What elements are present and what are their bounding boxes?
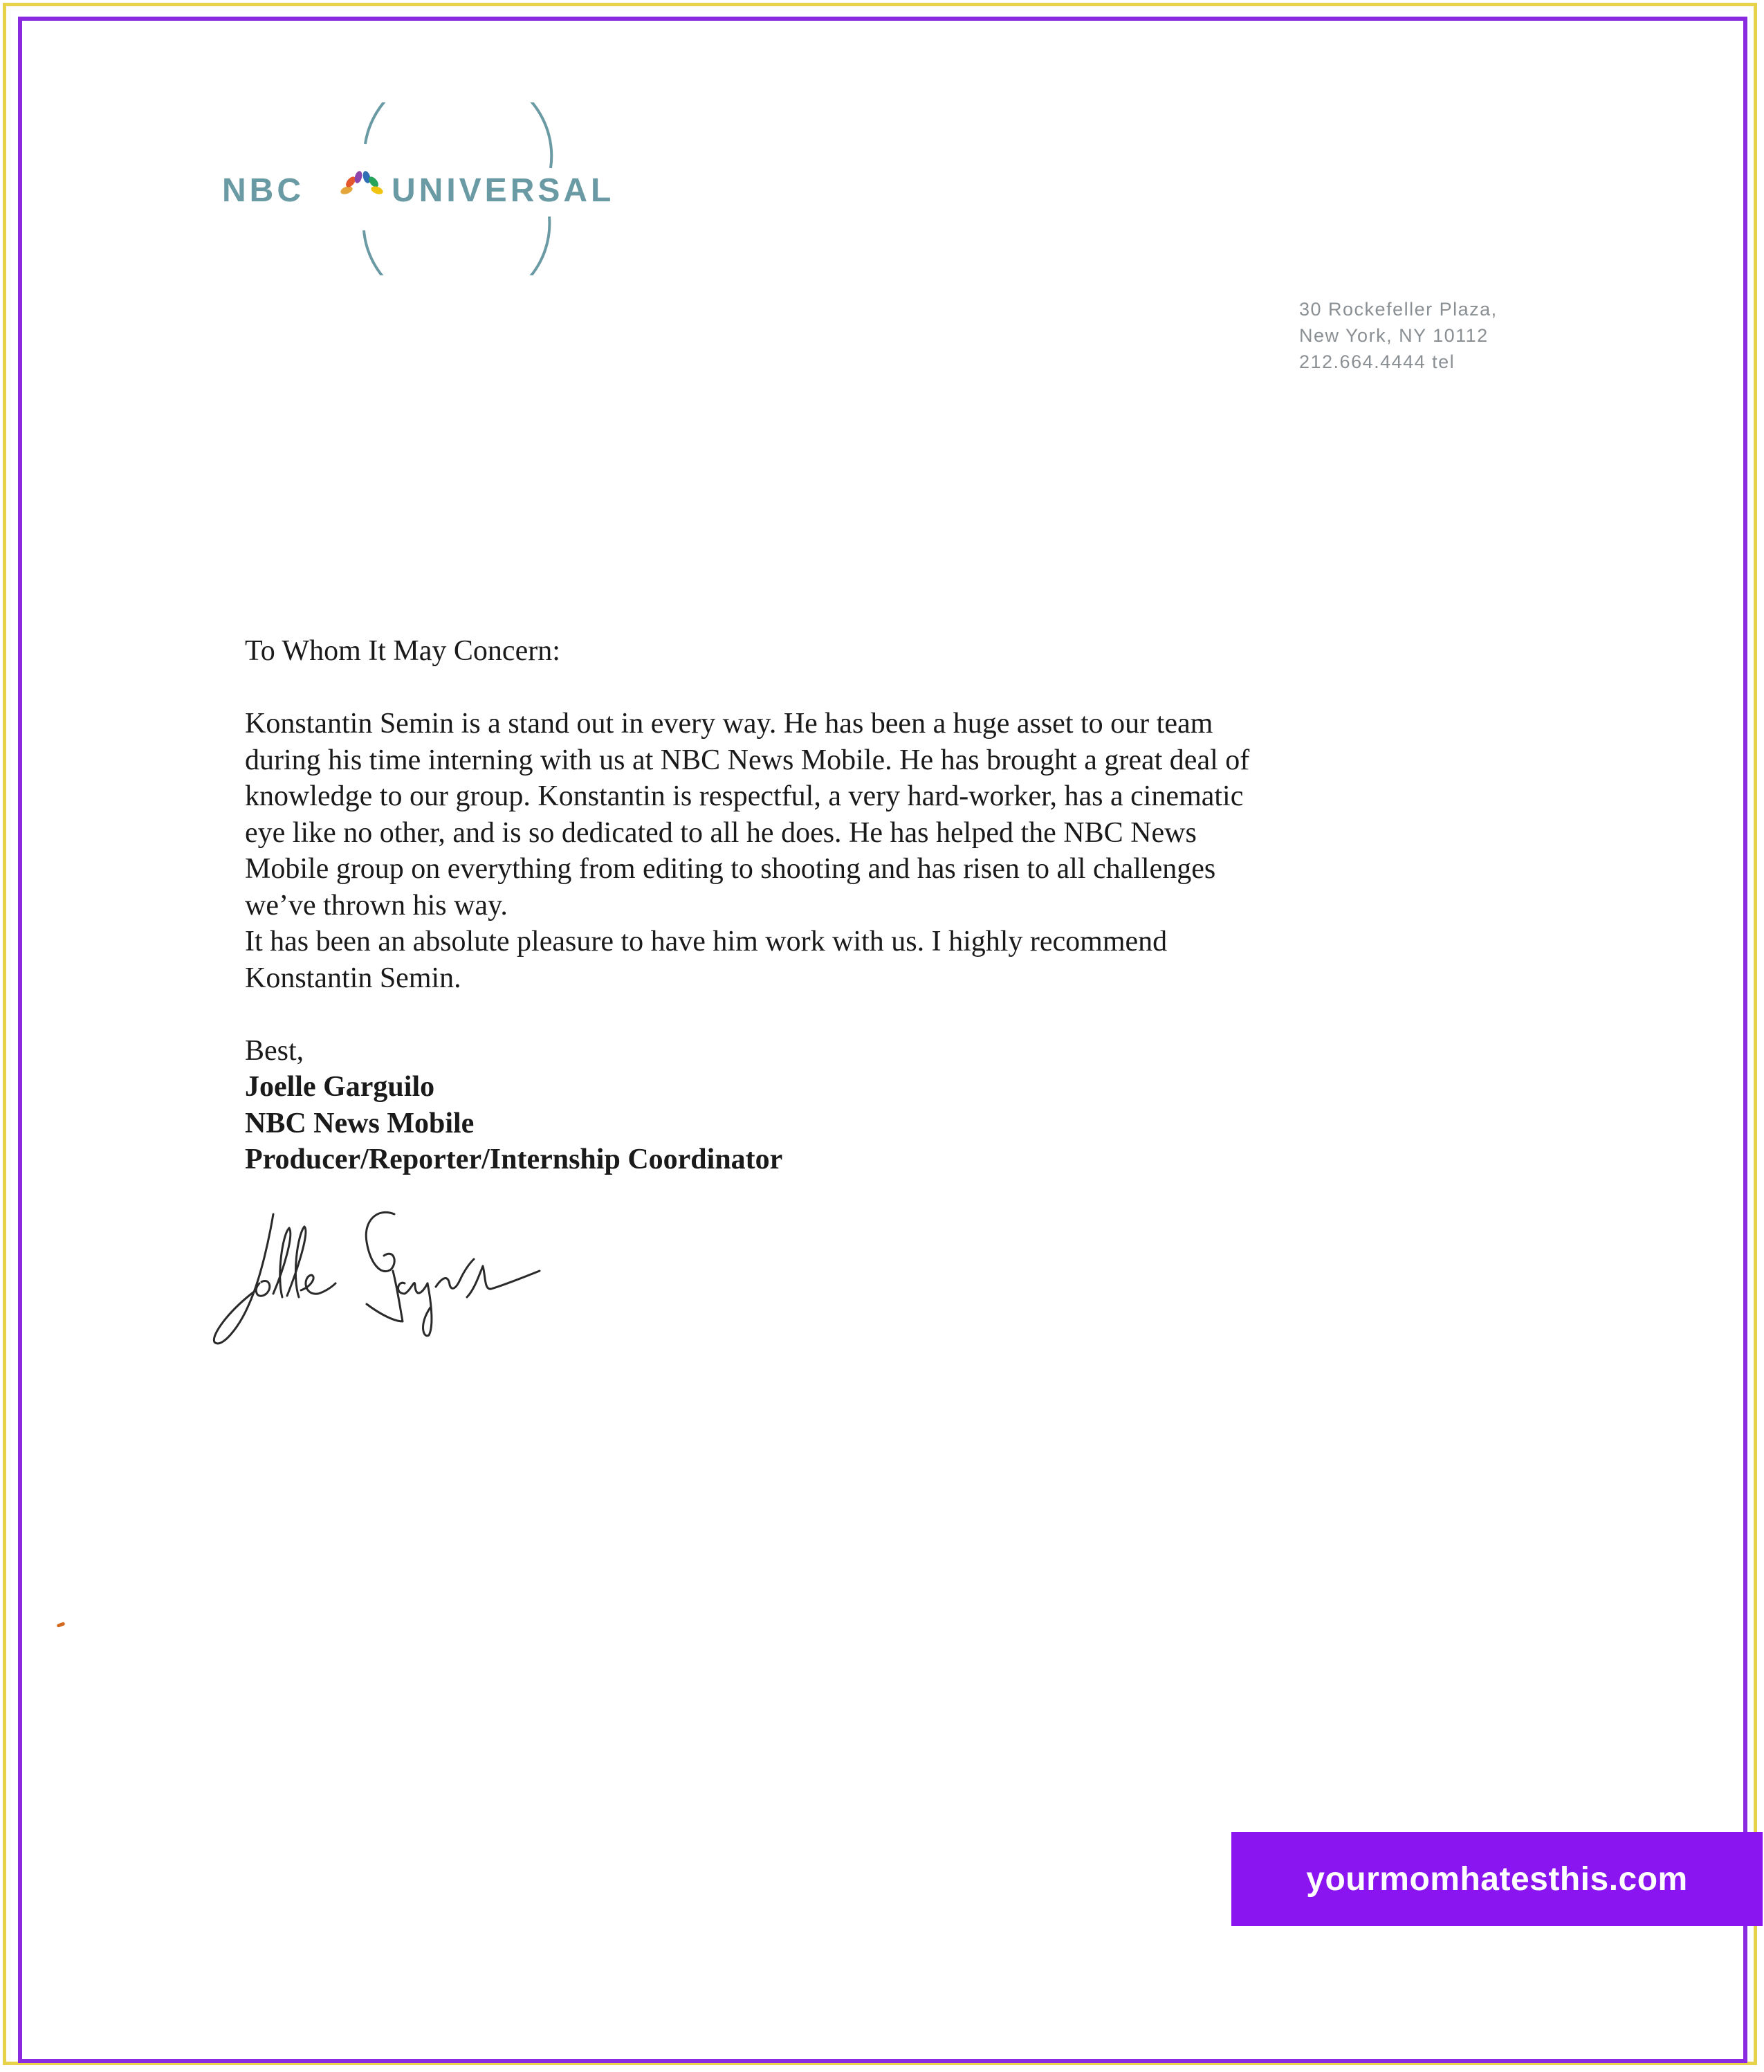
salutation: To Whom It May Concern: — [245, 635, 560, 667]
body-line: we’ve thrown his way. — [245, 889, 508, 922]
body-line: Mobile group on everything from editing to shooting and has risen to all challenges — [245, 853, 1216, 885]
body-line: during his time interning with us at NBC News Mobile. He has brought a great deal of — [245, 744, 1250, 776]
body-line: eye like no other, and is so dedicated to all he does. He has helped the NBC News — [245, 816, 1197, 849]
watermark-text: yourmomhatesthis.com — [1306, 1860, 1688, 1898]
body-line: Konstantin Semin is a stand out in every way. He has been a huge asset to our team — [245, 708, 1213, 740]
body-line: knowledge to our group. Konstantin is respectful, a very hard-worker, has a cinematic — [245, 780, 1244, 812]
address-city: New York, NY 10112 — [1299, 325, 1489, 346]
watermark-banner — [1231, 1832, 1763, 1926]
peacock-icon — [340, 170, 384, 197]
nbc-universal-logo — [220, 102, 697, 275]
sender-organization: NBC News Mobile — [245, 1107, 475, 1139]
closing: Best, — [245, 1034, 304, 1067]
sender-name: Joelle Garguilo — [245, 1071, 435, 1103]
letterhead-address — [1299, 296, 1498, 375]
sender-title: Producer/Reporter/Internship Coordinator — [245, 1144, 783, 1175]
address-street: 30 Rockefeller Plaza, — [1299, 299, 1498, 320]
logo-universal-text: UNIVERSAL — [392, 172, 615, 209]
body-line: Konstantin Semin. — [245, 962, 461, 994]
logo-nbc-text: NBC — [222, 172, 304, 209]
body-line: It has been an absolute pleasure to have him work with us. I highly recommend — [245, 926, 1168, 957]
letter-body — [245, 633, 1490, 1178]
handwritten-signature — [208, 1193, 609, 1353]
address-phone: 212.664.4444 tel — [1299, 351, 1455, 372]
